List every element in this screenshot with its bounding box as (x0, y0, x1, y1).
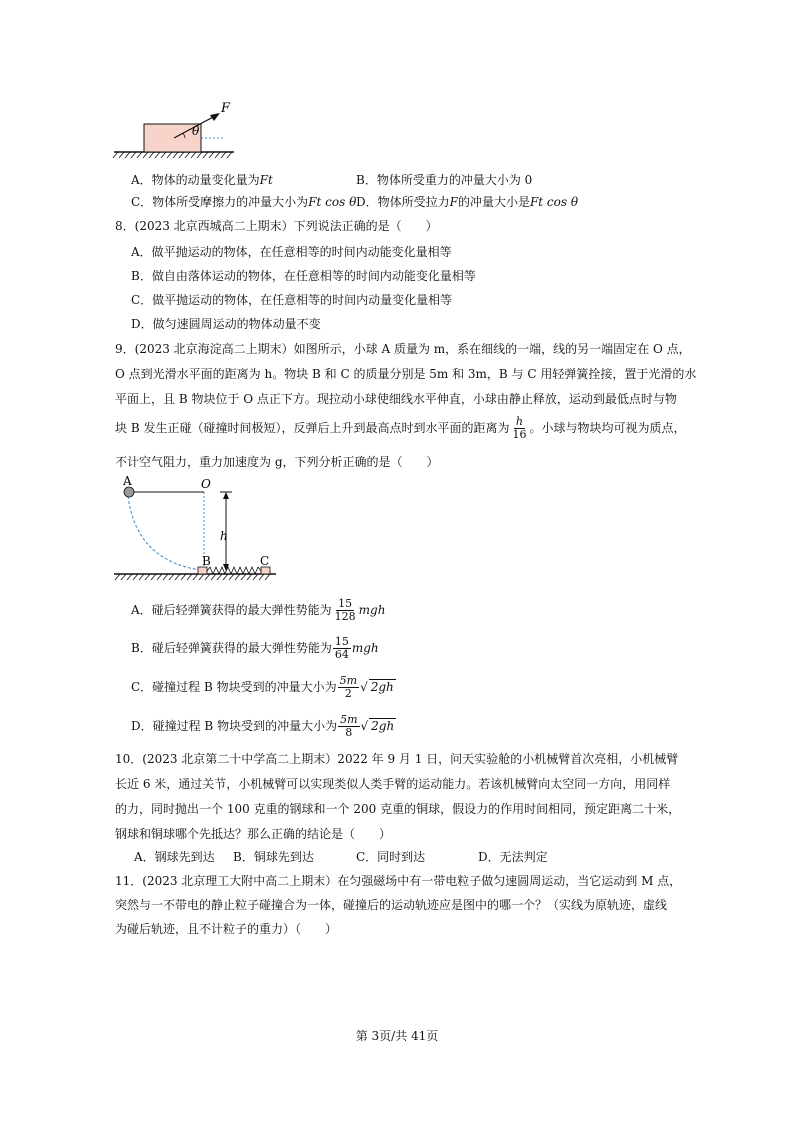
q9-line-4: 块 B 发生正碰（碰撞时间极短），反弹后上升到最高点时到水平面的距离为 $\frac{h}{16}$ 。小球与物块均可视为质点， (115, 415, 686, 441)
figure-pendulum-spring (112, 474, 282, 586)
q10-option-a[interactable]: A．钢球先到达 (134, 850, 215, 864)
q8-option-a[interactable]: A．做平抛运动的物体，在任意相等的时间内动能变化量相等 (131, 245, 452, 259)
q7-option-a[interactable]: A．物体的动量变化量为Ft (131, 173, 273, 187)
q9-option-c[interactable]: C．碰撞过程 B 物块受到的冲量大小为 $\frac{5m}{2}$ √ 2gh (131, 674, 394, 700)
fraction-h-16: $\frac{h}{16}$ (512, 415, 527, 441)
q9-option-b[interactable]: B．碰后轻弹簧获得的最大弹性势能为 $\frac{15}{64}$ mgh (131, 635, 379, 661)
q8-option-c[interactable]: C．做平抛运动的物体，在任意相等的时间内动量变化量相等 (131, 293, 453, 307)
ball-a (124, 487, 134, 497)
block-b (198, 567, 207, 574)
label-b: B (202, 554, 211, 568)
label-h: h (220, 529, 228, 543)
force-label: F (221, 101, 231, 116)
q10-line-1: 10．(2023 北京第二十中学高二上期末）2022 年 9 月 1 日，问天实验舱的小机械臂首次亮相，小机械臂 (115, 752, 679, 766)
q10-line-2: 长近 6 米，通过关节，小机械臂可以实现类似人类手臂的运动能力。若该机械臂向太空同一方向，用同样 (115, 777, 671, 791)
q8-stem: 8．(2023 北京西城高二上期末）下列说法正确的是（ ） (115, 219, 438, 233)
q9-option-a[interactable]: A．碰后轻弹簧获得的最大弹性势能为 $\frac{15}{128}$ mgh (131, 597, 386, 623)
q10-option-d[interactable]: D．无法判定 (478, 850, 548, 864)
q11-line-1: 11．(2023 北京理工大附中高二上期末）在匀强磁场中有一带电粒子做匀速圆周运动，当它运动到 M 点， (115, 874, 682, 888)
q10-line-3: 的力，同时抛出一个 100 克重的钢球和一个 200 克重的铜球，假设力的作用时间相同，预定距离二十米， (115, 802, 681, 816)
label-a: A (123, 474, 132, 488)
q11-line-3: 为碰后轨迹，且不计粒子的重力）（ ） (115, 922, 338, 936)
q8-option-d[interactable]: D．做匀速圆周运动的物体动量不变 (131, 317, 321, 331)
spring (207, 567, 261, 574)
q9-line-1: 9．(2023 北京海淀高二上期末）如图所示，小球 A 质量为 m，系在细线的一端，线的另一端固定在 O 点， (115, 342, 691, 356)
q7-option-d[interactable]: D．物体所受拉力F的冲量大小是Ft cos θ (356, 195, 579, 209)
q9-option-d[interactable]: D．碰撞过程 B 物块受到的冲量大小为 $\frac{5m}{8}$ √ 2gh (131, 713, 395, 739)
q8-option-b[interactable]: B．做自由落体运动的物体，在任意相等的时间内动能变化量相等 (131, 269, 476, 283)
q9-line-2: O 点到光滑水平面的距离为 h。物块 B 和 C 的质量分别是 5m 和 3m，B 与 C 用轻弹簧拴接，置于光滑的水 (115, 367, 697, 381)
figure-block-force (112, 100, 242, 160)
page-number: 第 3页/共 41页 (355, 1029, 439, 1043)
q9-line-3: 平面上，且 B 物块位于 O 点正下方。现拉动小球使细线水平伸直，小球由静止释放，运动到最低点时与物 (115, 392, 677, 406)
label-o: O (201, 477, 211, 491)
q10-line-4: 钢球和铜球哪个先抵达？那么正确的结论是（ ） (115, 827, 392, 841)
q7-option-b[interactable]: B．物体所受重力的冲量大小为 0 (356, 173, 533, 187)
label-c: C (260, 554, 270, 568)
block-c (261, 567, 270, 574)
q7-option-c[interactable]: C．物体所受摩擦力的冲量大小为Ft cos θ (131, 195, 357, 209)
q9-line-5: 不计空气阻力，重力加速度为 g，下列分析正确的是（ ） (115, 455, 439, 469)
q11-line-2: 突然与一不带电的静止粒子碰撞合为一体，碰撞后的运动轨迹应是图中的哪一个？（实线为原轨迹，虚线 (115, 898, 668, 912)
q10-option-b[interactable]: B．铜球先到达 (233, 850, 314, 864)
q10-option-c[interactable]: C．同时到达 (356, 850, 426, 864)
angle-label: θ (192, 124, 200, 138)
